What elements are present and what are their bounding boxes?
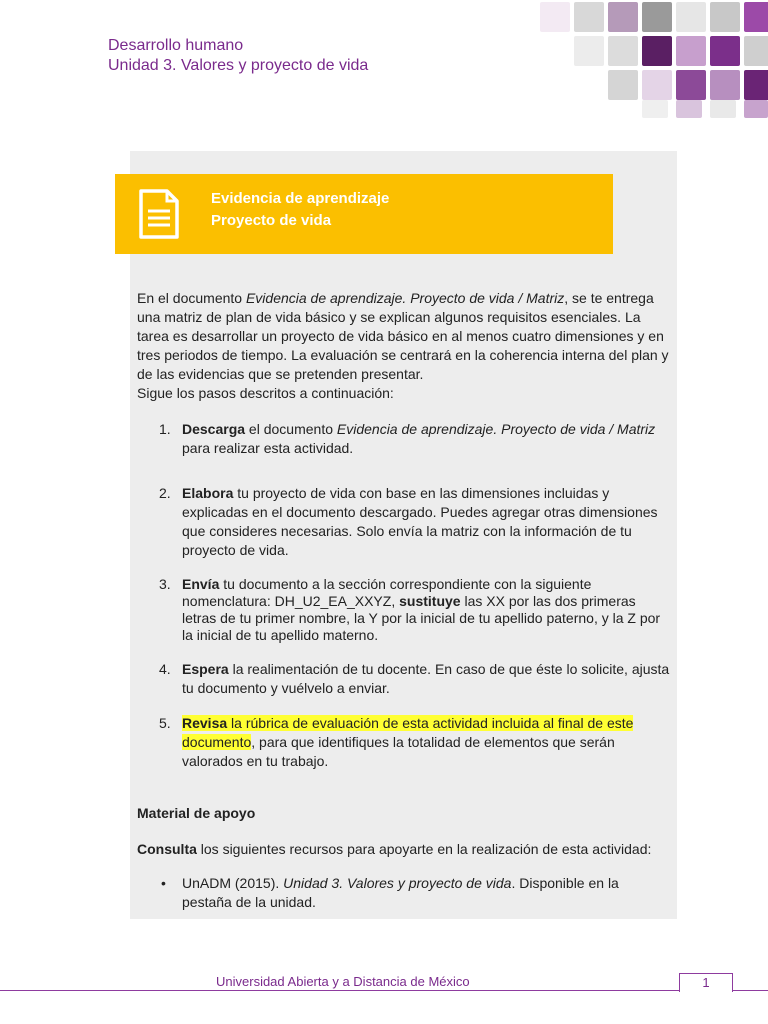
mosaic-tile (642, 2, 672, 32)
banner-line-2: Proyecto de vida (211, 212, 332, 229)
bullet-icon: • (161, 875, 166, 891)
mosaic-tile (642, 100, 668, 118)
mosaic-tile (676, 70, 706, 100)
mosaic-tile (710, 100, 736, 118)
step-item-1 (137, 420, 672, 458)
mosaic-tile (642, 36, 672, 66)
mosaic-tile (710, 36, 740, 66)
intro-paragraph (137, 289, 672, 403)
course-name: Desarrollo humano (108, 37, 244, 54)
step-item-5 (137, 714, 672, 771)
intro-steps-lead: Sigue los pasos descritos a continuación: (137, 385, 394, 401)
step-verb: sustituye (399, 593, 461, 609)
mosaic-tile (676, 36, 706, 66)
mosaic-tile (676, 100, 702, 118)
step-number: 5. (159, 715, 171, 731)
footer-institution: Universidad Abierta y a Distancia de México (216, 974, 470, 989)
intro-text: En el documento (137, 290, 246, 306)
step-item-4 (137, 660, 672, 698)
header-title (108, 36, 368, 76)
resource-text: . Disponible en la pestaña de la unidad. (182, 875, 619, 910)
decorative-mosaic (500, 0, 768, 120)
mosaic-tile (744, 70, 768, 100)
mosaic-tile (642, 70, 672, 100)
step-text: , para que identifiques la totalidad de elementos que serán valorados en tu trabajo. (182, 734, 615, 769)
document-icon (137, 187, 181, 241)
support-text: los siguientes recursos para apoyarte en la realización de esta actividad: (196, 841, 652, 857)
mosaic-tile (744, 2, 768, 32)
activity-content (137, 289, 672, 912)
footer-divider (0, 990, 680, 991)
mosaic-tile (608, 36, 638, 66)
resource-title: Unidad 3. Valores y proyecto de vida (283, 875, 512, 891)
steps-list (137, 420, 672, 771)
step-text: la realimentación de tu docente. En caso de que éste lo solicite, ajusta tu documento y vuélvelo a enviar. (182, 661, 670, 696)
banner-line-1: Evidencia de aprendizaje (211, 190, 390, 207)
mosaic-tile (710, 2, 740, 32)
activity-banner (115, 174, 613, 254)
step-item-3 (137, 576, 672, 644)
mosaic-tile (744, 36, 768, 66)
step-verb: Descarga (182, 421, 246, 437)
step-text: las XX por las dos primeras letras de tu primer nombre, la Y por la inicial de tu apellido paterno, y la Z por la inicial de tu apellido materno. (182, 593, 661, 643)
support-heading: Material de apoyo (137, 805, 256, 821)
step-text: para realizar esta actividad. (182, 440, 354, 456)
support-paragraph (137, 840, 672, 859)
mosaic-tile (710, 70, 740, 100)
list-item (137, 874, 672, 912)
mosaic-tile (608, 2, 638, 32)
mosaic-tile (744, 100, 768, 118)
step-text: tu proyecto de vida con base en las dimensiones incluidas y explicadas en el documento descargado. Puedes agregar otras dimensiones que consideres necesarias. Solo envía la matriz con la información de tu proyecto de vida. (182, 485, 658, 558)
mosaic-tile (540, 2, 570, 32)
unit-name: Unidad 3. Valores y proyecto de vida (108, 57, 369, 74)
step-number: 3. (159, 576, 171, 592)
step-item-2 (137, 484, 672, 560)
mosaic-tile (608, 70, 638, 100)
intro-text: , se te entrega una matriz de plan de vida básico y se explican algunos requisitos esenciales. La tarea es desarrollar un proyecto de vida básico en al menos cuatro dimensiones y en tres periodos de tiempo. La evaluación se centrará en la coherencia interna del plan y de las evidencias que se pretenden presentar. (137, 290, 669, 382)
step-verb: Envía (182, 576, 220, 592)
page-number: 1 (679, 973, 733, 992)
consult-verb: Consulta (137, 841, 197, 857)
step-verb: Revisa (182, 715, 228, 731)
resource-text: UnADM (2015). (182, 875, 284, 891)
support-title (137, 804, 672, 823)
step-text: el documento (245, 421, 337, 437)
step-verb: Elabora (182, 485, 234, 501)
mosaic-tile (574, 2, 604, 32)
step-number: 4. (159, 661, 171, 677)
mosaic-tile (574, 36, 604, 66)
banner-title (211, 188, 389, 232)
step-text: la rúbrica de evaluación de esta actividad incluida al final de este documento (182, 715, 634, 750)
step-number: 2. (159, 485, 171, 501)
step-number: 1. (159, 421, 171, 437)
mosaic-tile (676, 2, 706, 32)
step-verb: Espera (182, 661, 229, 677)
step-text: tu documento a la sección correspondiente con la siguiente nomenclatura: DH_U2_EA_XXYZ, (182, 576, 592, 609)
document-name: Evidencia de aprendizaje. Proyecto de vida / Matriz (336, 421, 656, 437)
footer-divider (732, 990, 768, 991)
document-name: Evidencia de aprendizaje. Proyecto de vida / Matriz (245, 290, 565, 306)
resources-list (137, 874, 672, 912)
